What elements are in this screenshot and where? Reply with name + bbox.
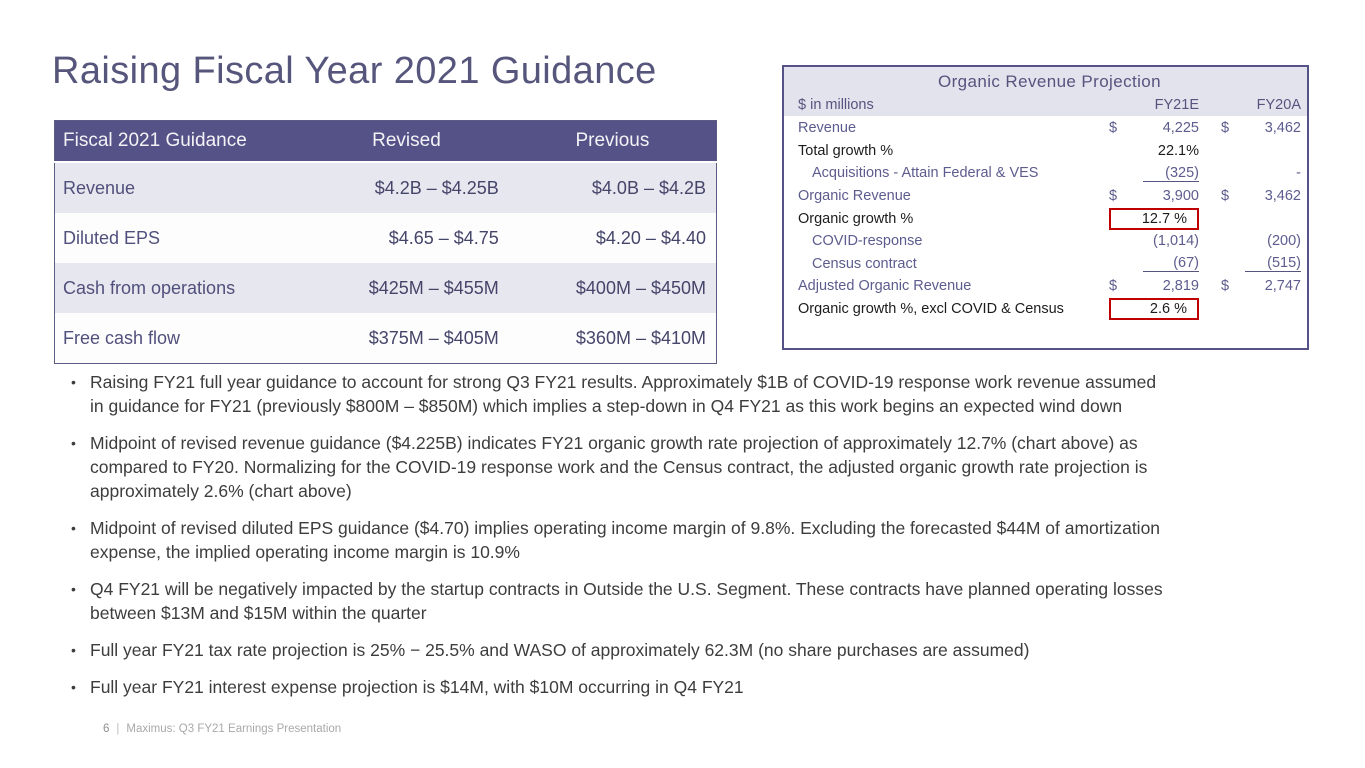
bullet-text: Midpoint of revised diluted EPS guidance ($4.70) implies operating income margin of 9.8%. Excluding the forecasted $44M of amortization expense, the implied operating income margin is 10.9% — [90, 518, 1161, 562]
projection-row-organic-growth — [798, 207, 1301, 230]
bullet-text: Midpoint of revised revenue guidance ($4.225B) indicates FY21 organic growth rate projection of approximately 12.7% (chart above) as compared to FY20. Normalizing for the COVID-19 response work and the Census contract, the adjusted organic growth rate projection is approximately 2.6% (chart above) — [90, 433, 1148, 501]
guidance-header-revised: Revised — [304, 121, 509, 163]
guidance-row-diluted-eps — [55, 213, 717, 263]
page-number: 6 — [103, 723, 110, 735]
guidance-revised-cell: $425M – $455M — [368, 277, 499, 298]
row-label: Organic growth %, excl COVID & Census — [798, 301, 1064, 318]
guidance-row-revenue — [55, 162, 717, 213]
row-label: Organic Revenue — [798, 188, 911, 205]
fy21e-value: 22.1% — [1157, 142, 1199, 159]
bullet-item — [68, 577, 1168, 625]
guidance-previous-cell: $4.20 – $4.40 — [595, 227, 706, 248]
fy21e-value: (67) — [1143, 255, 1199, 272]
fy21e-value: 2.6 % — [1149, 301, 1187, 318]
guidance-revised-cell: $375M – $405M — [368, 327, 499, 348]
bullet-text: Raising FY21 full year guidance to account for strong Q3 FY21 results. Approximately $1B of COVID-19 response work revenue assumed in guidance for FY21 (previously $800M – $850M) which implies a step-down in Q4 FY21 as this work begins an expected wind down — [90, 372, 1157, 416]
row-label: Acquisitions - Attain Federal & VES — [812, 165, 1039, 182]
row-label: Revenue — [798, 120, 857, 137]
bullet-text: Full year FY21 tax rate projection is 25% − 25.5% and WASO of approximately 62.3M (no share purchases are assumed) — [90, 640, 1030, 660]
row-label: Adjusted Organic Revenue — [798, 278, 972, 295]
row-label: COVID-response — [812, 233, 923, 250]
slide-footer — [103, 723, 341, 735]
bullet-text: Full year FY21 interest expense projection is $14M, with $10M occurring in Q4 FY21 — [90, 677, 744, 697]
fy20a-value: 3,462 — [1264, 120, 1301, 137]
guidance-label-cell: Revenue — [63, 177, 136, 198]
fy21e-value: (1,014) — [1153, 233, 1199, 250]
row-label: Total growth % — [798, 142, 894, 159]
projection-row-revenue — [798, 117, 1301, 140]
guidance-previous-cell: $400M – $450M — [575, 277, 706, 298]
guidance-header-previous: Previous — [509, 121, 717, 163]
guidance-row-free-cash-flow — [55, 313, 717, 364]
bullet-text: Q4 FY21 will be negatively impacted by the startup contracts in Outside the U.S. Segment. These contracts have planned operating losses between $13M and $15M within the quarter — [90, 579, 1163, 623]
guidance-header-row — [55, 121, 717, 163]
guidance-label-cell: Free cash flow — [63, 327, 181, 348]
footer-separator: | — [116, 723, 120, 735]
guidance-header-label: Fiscal 2021 Guidance — [55, 121, 305, 163]
guidance-row-cash-from-operations — [55, 263, 717, 313]
bullet-item — [68, 431, 1168, 503]
guidance-previous-cell: $360M – $410M — [575, 327, 706, 348]
fy20a-value: (200) — [1267, 233, 1301, 250]
projection-row-organic-growth-excl — [798, 298, 1301, 321]
fy21e-value: 4,225 — [1162, 120, 1199, 137]
fy20a-value: 2,747 — [1264, 278, 1301, 295]
guidance-previous-cell: $4.0B – $4.2B — [591, 177, 706, 198]
projection-row-covid-response — [798, 230, 1301, 253]
bullet-item — [68, 370, 1168, 418]
projection-row-adjusted-organic-revenue — [798, 275, 1301, 298]
fy21e-value: 3,900 — [1162, 188, 1199, 205]
fy21e-value: (325) — [1143, 165, 1199, 182]
bullet-item — [68, 675, 1168, 699]
projection-table-body — [784, 116, 1307, 320]
currency-sign: $ — [1221, 278, 1230, 295]
currency-sign: $ — [1109, 188, 1118, 205]
projection-row-total-growth — [798, 140, 1301, 163]
guidance-revised-cell: $4.2B – $4.25B — [374, 177, 499, 198]
currency-sign: $ — [1109, 278, 1118, 295]
highlight-box-organic-growth — [1109, 208, 1199, 230]
fy21e-value: 2,819 — [1162, 278, 1199, 295]
currency-sign: $ — [1109, 120, 1118, 137]
fy20a-value: (515) — [1245, 255, 1301, 272]
column-header-fy21e: FY21E — [1154, 97, 1199, 113]
projection-column-headers — [798, 94, 1301, 116]
guidance-revised-cell: $4.65 – $4.75 — [388, 227, 499, 248]
fiscal-guidance-table — [54, 120, 717, 364]
footer-text: Maximus: Q3 FY21 Earnings Presentation — [126, 723, 342, 735]
row-label: Organic growth % — [798, 210, 914, 227]
fy21e-value: 12.7 % — [1141, 210, 1187, 227]
bullet-item — [68, 516, 1168, 564]
fy20a-value: - — [1296, 165, 1301, 182]
units-label: $ in millions — [798, 97, 874, 113]
organic-revenue-projection-table — [782, 65, 1309, 350]
projection-table-title: Organic Revenue Projection — [937, 72, 1162, 91]
projection-table-header — [784, 67, 1307, 116]
projection-row-census-contract — [798, 253, 1301, 276]
projection-row-acquisitions — [798, 162, 1301, 185]
column-header-fy20a: FY20A — [1256, 97, 1301, 113]
page-title: Raising Fiscal Year 2021 Guidance — [52, 50, 657, 92]
guidance-label-cell: Diluted EPS — [63, 227, 161, 248]
row-label: Census contract — [812, 255, 917, 272]
highlight-box-organic-growth-excl — [1109, 298, 1199, 320]
bullet-item — [68, 638, 1168, 662]
guidance-label-cell: Cash from operations — [63, 277, 236, 298]
currency-sign: $ — [1221, 120, 1230, 137]
projection-row-organic-revenue — [798, 185, 1301, 208]
currency-sign: $ — [1221, 188, 1230, 205]
bullet-list — [68, 370, 1168, 712]
fy20a-value: 3,462 — [1264, 188, 1301, 205]
